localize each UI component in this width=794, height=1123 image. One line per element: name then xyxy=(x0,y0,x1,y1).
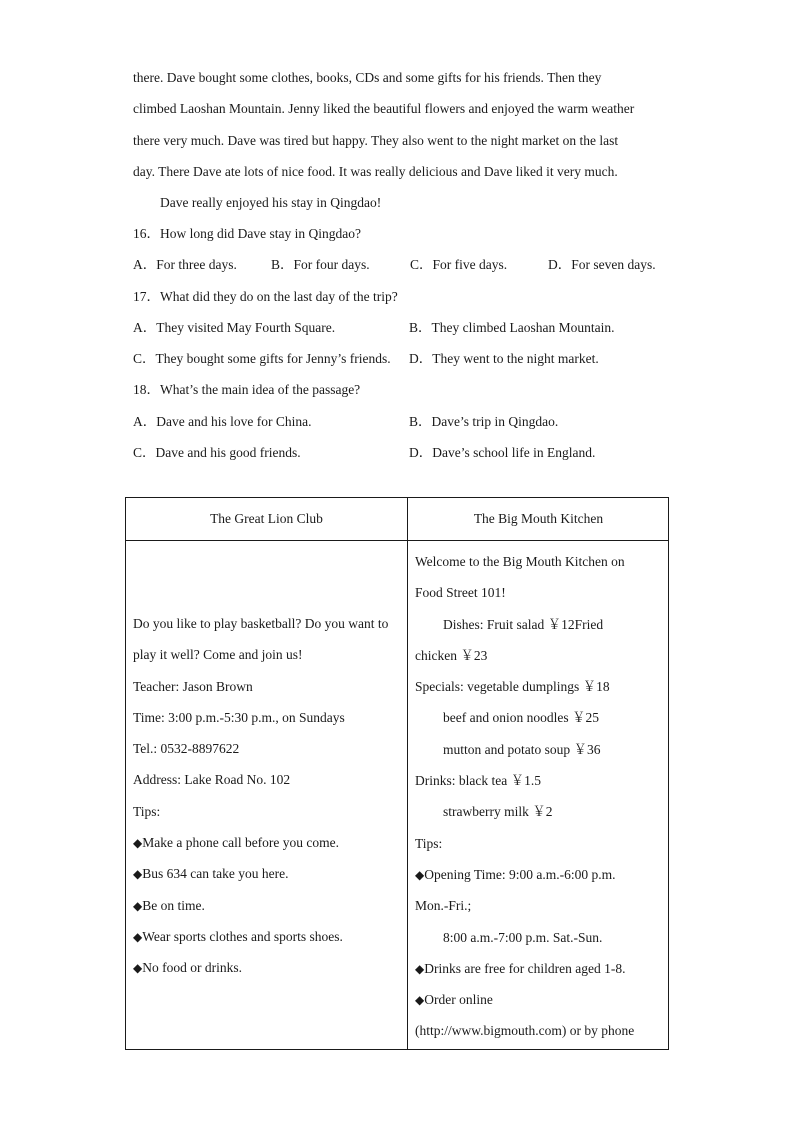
kitchen-drinks: Drinks: black tea ￥1.5 xyxy=(415,773,541,789)
kitchen-tip-cont: Mon.-Fri.; xyxy=(415,898,472,914)
kitchen-tips-label: Tips: xyxy=(415,835,443,851)
passage-closing: Dave really enjoyed his stay in Qingdao! xyxy=(160,195,382,211)
reading-passage xyxy=(133,62,673,218)
option-c[interactable]: C．They bought some gifts for Jenny’s friends. xyxy=(133,351,391,367)
kitchen-special-item: mutton and potato soup ￥36 xyxy=(443,741,601,757)
diamond-bullet-icon: ◆ xyxy=(133,836,143,851)
club-tip: ◆Wear sports clothes and sports shoes. xyxy=(133,928,343,944)
header-big-mouth-kitchen: The Big Mouth Kitchen xyxy=(473,511,604,526)
club-tip: ◆Make a phone call before you come. xyxy=(133,835,340,851)
column-divider xyxy=(407,498,408,1049)
question-18-options-row1 xyxy=(133,406,693,437)
question-18-options-row2 xyxy=(133,437,693,468)
kitchen-tip: ◆Opening Time: 9:00 a.m.-6:00 p.m. xyxy=(415,866,616,882)
question-16-stem: 16．How long did Dave stay in Qingdao? xyxy=(133,226,361,241)
passage-line: climbed Laoshan Mountain. Jenny liked the beautiful flowers and enjoyed the warm weather xyxy=(133,101,635,117)
club-phone: Tel.: 0532-8897622 xyxy=(133,741,240,757)
kitchen-welcome: Food Street 101! xyxy=(415,585,506,601)
kitchen-tip: ◆Order online xyxy=(415,992,493,1008)
header-great-lion-club: The Great Lion Club xyxy=(210,511,323,526)
diamond-bullet-icon: ◆ xyxy=(133,961,143,976)
option-b[interactable]: B．Dave’s trip in Qingdao. xyxy=(409,413,559,429)
diamond-bullet-icon: ◆ xyxy=(133,898,143,913)
option-a[interactable]: A．Dave and his love for China. xyxy=(133,413,312,429)
kitchen-drink-item: strawberry milk ￥2 xyxy=(443,804,553,820)
kitchen-specials: Specials: vegetable dumplings ￥18 xyxy=(415,679,610,695)
passage-line: day. There Dave ate lots of nice food. It was really delicious and Dave liked it very much. xyxy=(133,163,618,179)
club-tips-label: Tips: xyxy=(133,803,161,819)
option-c[interactable]: C．For five days. xyxy=(410,257,508,273)
kitchen-special-item: beef and onion noodles ￥25 xyxy=(443,710,599,726)
club-tip: ◆Be on time. xyxy=(133,897,205,913)
question-list xyxy=(133,218,693,468)
question-17-stem: 17．What did they do on the last day of the trip? xyxy=(133,288,398,304)
club-time: Time: 3:00 p.m.-5:30 p.m., on Sundays xyxy=(133,709,345,725)
diamond-bullet-icon: ◆ xyxy=(415,867,425,882)
passage-line: there very much. Dave was tired but happy. They also went to the night market on the last xyxy=(133,132,619,148)
kitchen-dishes: chicken ￥23 xyxy=(415,647,488,663)
option-c[interactable]: C．Dave and his good friends. xyxy=(133,445,301,461)
diamond-bullet-icon: ◆ xyxy=(415,993,425,1008)
kitchen-tip-cont: (http://www.bigmouth.com) or by phone xyxy=(415,1023,635,1039)
header-divider xyxy=(126,540,668,541)
option-d[interactable]: D．They went to the night market. xyxy=(409,351,599,367)
question-16-options xyxy=(133,249,693,280)
club-address: Address: Lake Road No. 102 xyxy=(133,772,291,788)
advertisement-table xyxy=(125,497,669,1050)
kitchen-welcome: Welcome to the Big Mouth Kitchen on xyxy=(415,554,625,569)
diamond-bullet-icon: ◆ xyxy=(415,961,425,976)
option-b[interactable]: B．For four days. xyxy=(271,257,370,273)
kitchen-tip: ◆Drinks are free for children aged 1-8. xyxy=(415,960,626,976)
question-17-options-row1 xyxy=(133,312,693,343)
question-17-options-row2 xyxy=(133,343,693,374)
passage-line: there. Dave bought some clothes, books, CDs and some gifts for his friends. Then they xyxy=(133,70,602,85)
option-a[interactable]: A．For three days. xyxy=(133,257,237,273)
option-d[interactable]: D．For seven days. xyxy=(548,257,656,273)
big-mouth-kitchen-cell xyxy=(415,546,665,1047)
diamond-bullet-icon: ◆ xyxy=(133,867,143,882)
club-tip: ◆No food or drinks. xyxy=(133,960,242,976)
great-lion-club-cell xyxy=(133,608,403,984)
question-18-stem: 18．What’s the main idea of the passage? xyxy=(133,382,361,398)
club-tip: ◆Bus 634 can take you here. xyxy=(133,866,289,882)
option-b[interactable]: B．They climbed Laoshan Mountain. xyxy=(409,319,615,335)
club-text-line: play it well? Come and join us! xyxy=(133,647,303,663)
club-teacher: Teacher: Jason Brown xyxy=(133,678,253,694)
club-text-line: Do you like to play basketball? Do you want to xyxy=(133,616,389,631)
diamond-bullet-icon: ◆ xyxy=(133,929,143,944)
option-d[interactable]: D．Dave’s school life in England. xyxy=(409,445,596,461)
kitchen-dishes: Dishes: Fruit salad ￥12Fried xyxy=(443,616,604,632)
option-a[interactable]: A．They visited May Fourth Square. xyxy=(133,319,336,335)
kitchen-tip-cont: 8:00 a.m.-7:00 p.m. Sat.-Sun. xyxy=(443,929,603,945)
